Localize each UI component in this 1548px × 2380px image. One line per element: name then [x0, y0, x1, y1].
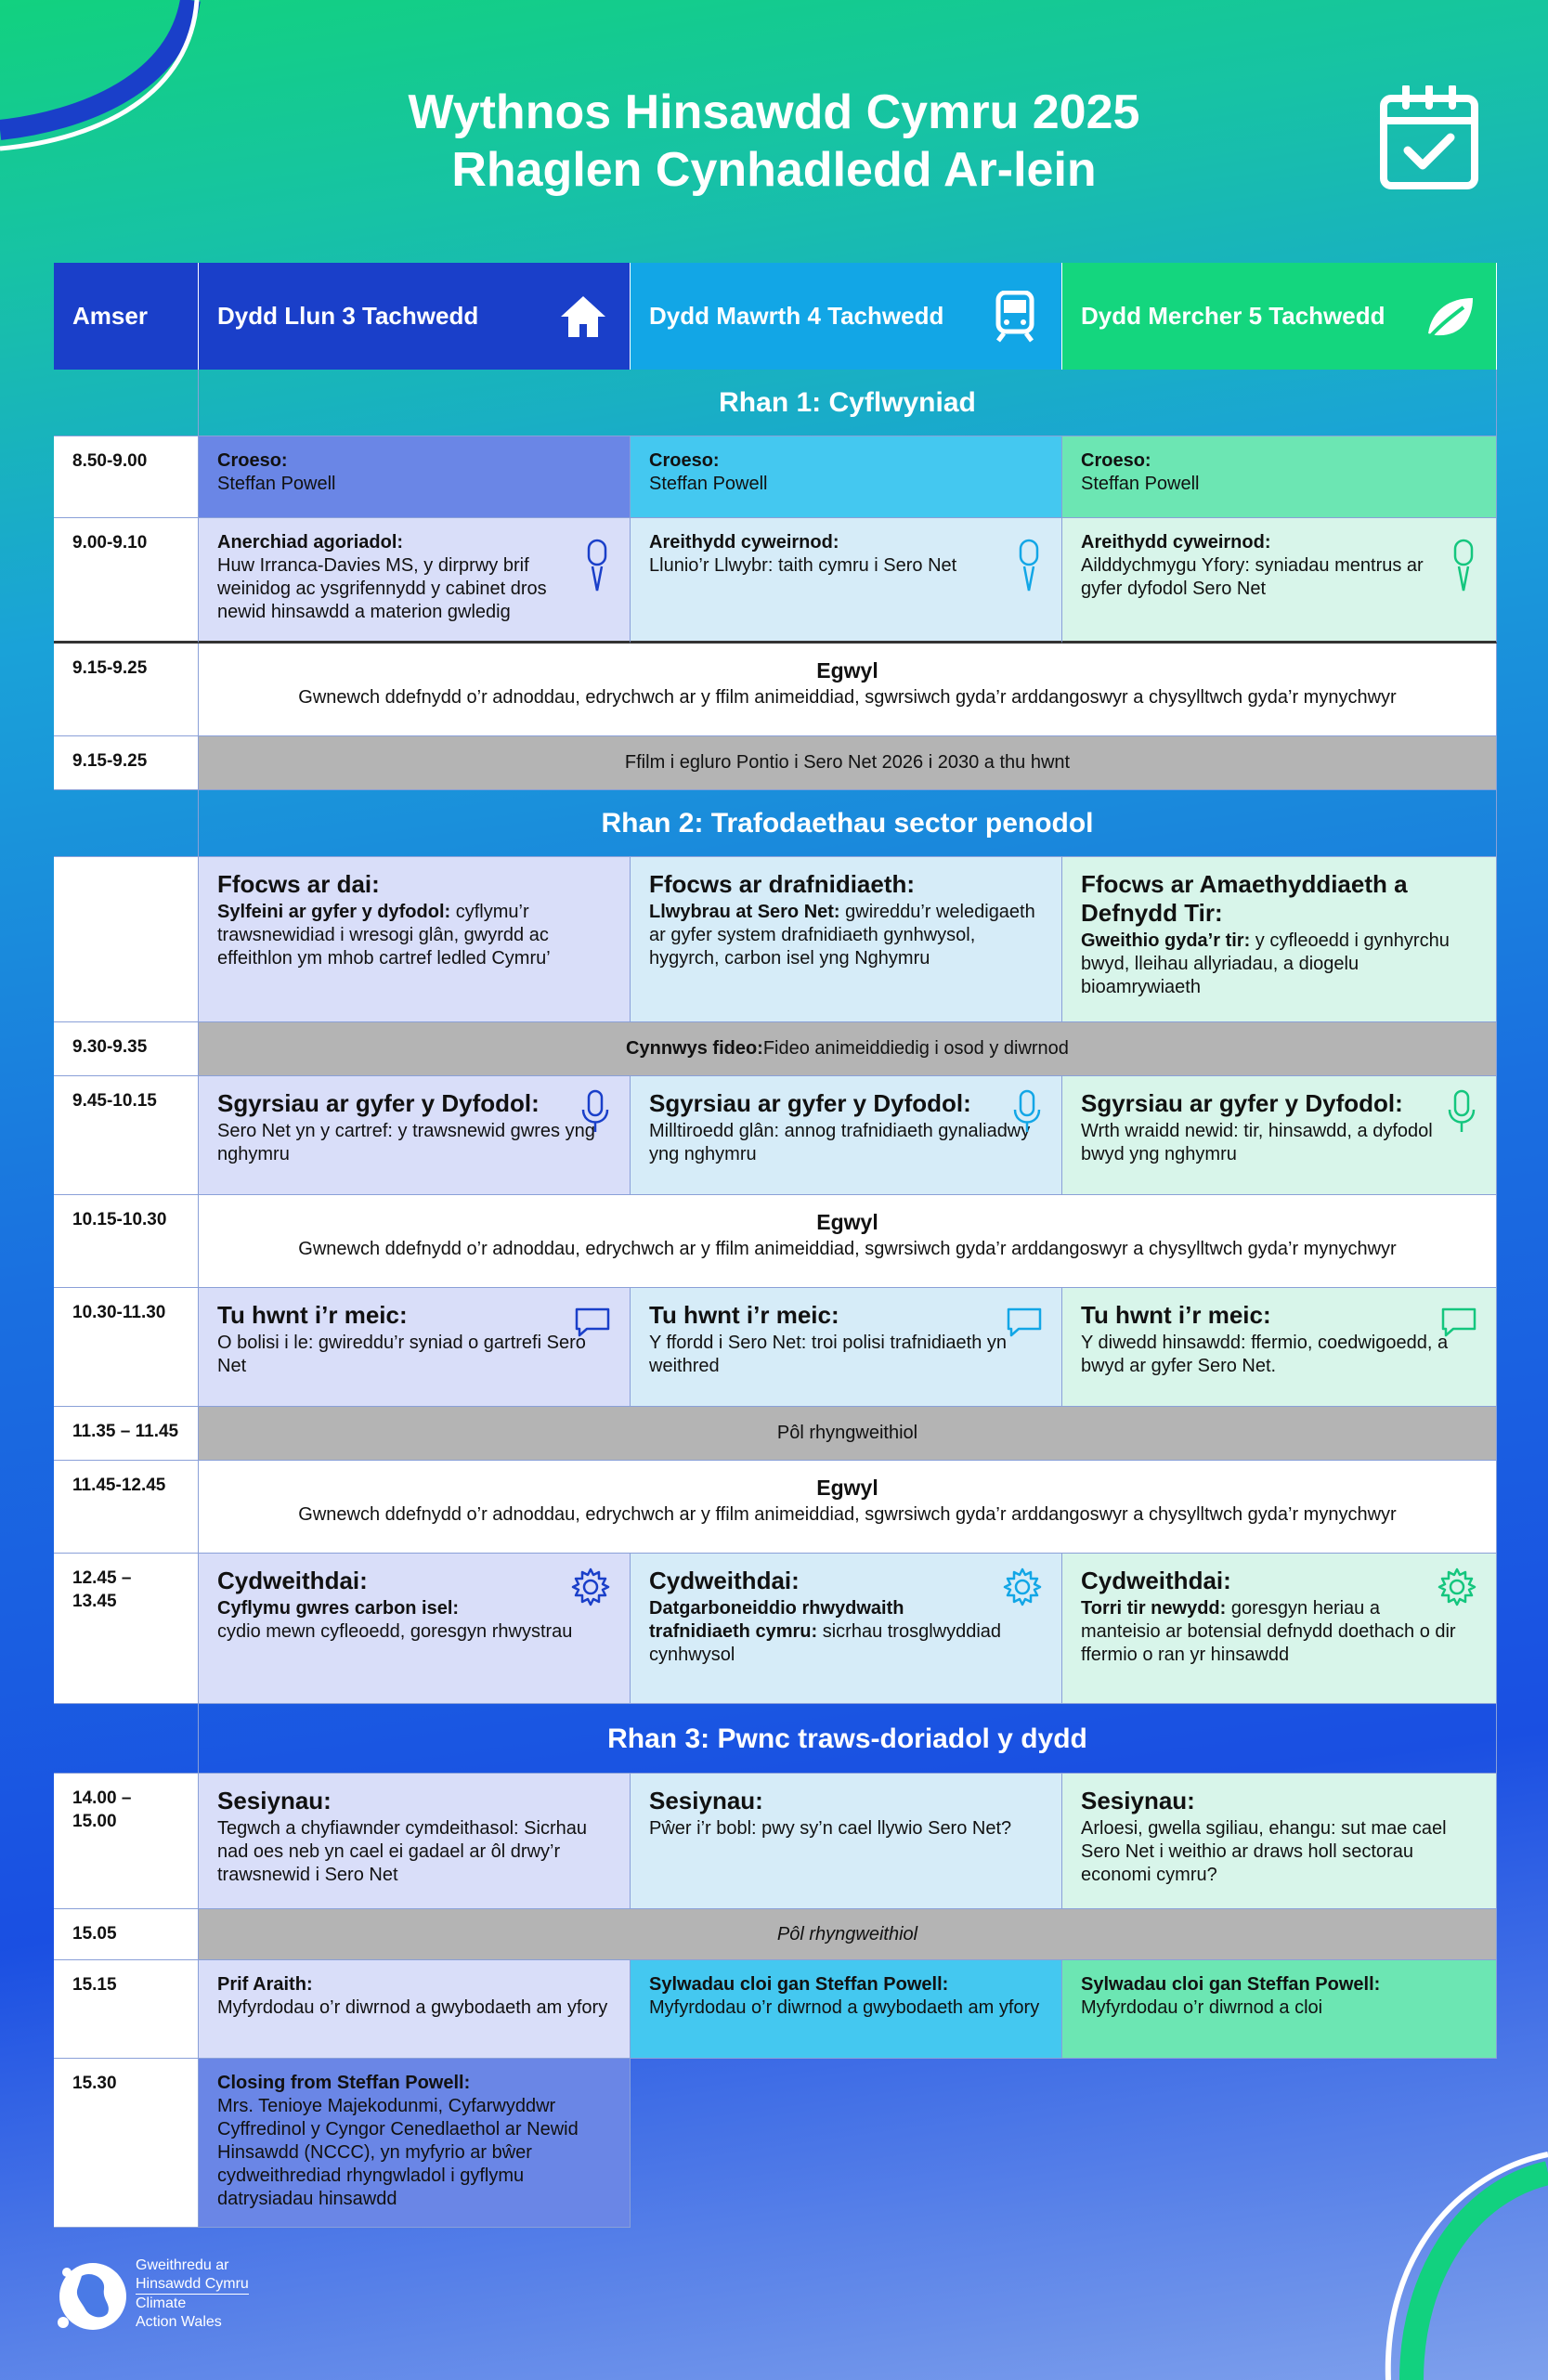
film-cell: Ffilm i egluro Pontio i Sero Net 2026 i 2030 a thu hwnt	[199, 736, 1497, 790]
closing-cell	[199, 1960, 631, 2059]
empty-cell	[1062, 2059, 1497, 2228]
talk-cell	[631, 1076, 1062, 1195]
home-icon	[557, 291, 609, 343]
time-cell: 15.15	[54, 1960, 199, 2059]
workshop-title: Cydweithdai:	[1081, 1567, 1231, 1594]
microphone-icon	[1446, 1089, 1477, 1136]
sessions-text: Pŵer i’r bobl: pwy sy’n cael llywio Sero Net?	[649, 1818, 1012, 1839]
talk-text: Wrth wraidd newid: tir, hinsawdd, a dyfodol bwyd yng nghymru	[1081, 1121, 1433, 1164]
session-text: Steffan Powell	[217, 474, 336, 494]
session-text: Steffan Powell	[649, 474, 768, 494]
section-title-2: Rhan 2: Trafodaethau sector penodol	[199, 790, 1497, 857]
gear-icon	[570, 1567, 611, 1607]
closing-label: Prif Araith:	[217, 1974, 313, 1995]
time-cell: 9.00-9.10	[54, 518, 199, 644]
talk-cell	[199, 1076, 631, 1195]
sessions-cell	[199, 1774, 631, 1909]
climate-action-wales-logo	[54, 2252, 132, 2341]
talk-title: Sgyrsiau ar gyfer y Dyfodol:	[1081, 1089, 1403, 1117]
time-cell: 12.45 – 13.45	[54, 1554, 199, 1704]
focus-text: y cyfleoedd i gynhyrchu bwyd, lleihau allyriadau, a diogelu bioamrywiaeth	[1081, 930, 1450, 997]
section-title-1: Rhan 1: Cyflwyniad	[199, 370, 1497, 436]
beyond-title: Tu hwnt i’r meic:	[1081, 1301, 1271, 1329]
header-time-label: Amser	[72, 302, 148, 330]
gear-icon	[1002, 1567, 1043, 1607]
break-cell	[199, 644, 1497, 736]
logo-text	[136, 2256, 249, 2332]
talk-text: Sero Net yn y cartref: y trawsnewid gwres yng nghymru	[217, 1121, 595, 1164]
workshop-title: Cydweithdai:	[217, 1567, 368, 1594]
focus-label: Sylfeini ar gyfer y dyfodol:	[217, 902, 451, 922]
time-cell: 9.15-9.25	[54, 644, 199, 736]
beyond-cell	[1062, 1288, 1497, 1407]
time-cell: 14.00 – 15.00	[54, 1774, 199, 1909]
focus-cell	[631, 857, 1062, 1022]
workshop-text: cydio mewn cyfleoedd, goresgyn rhwystrau	[217, 1621, 573, 1642]
sessions-title: Sesiynau:	[1081, 1787, 1195, 1814]
beyond-title: Tu hwnt i’r meic:	[217, 1301, 408, 1329]
header-time	[54, 263, 199, 370]
section-left-spacer	[54, 370, 199, 436]
closing-text: Myfyrdodau o’r diwrnod a gwybodaeth am yfory	[649, 1997, 1040, 2018]
focus-label: Llwybrau at Sero Net:	[649, 902, 840, 922]
sessions-cell	[1062, 1774, 1497, 1909]
final-closing-cell	[199, 2059, 631, 2228]
beyond-text: O bolisi i le: gwireddu’r syniad o gartrefi Sero Net	[217, 1333, 586, 1376]
video-text: Fideo animeiddiedig i osod y diwrnod	[762, 1038, 1069, 1059]
time-cell: 9.45-10.15	[54, 1076, 199, 1195]
microphone-icon	[1450, 539, 1477, 594]
poll-cell: Pôl rhyngweithiol	[199, 1407, 1497, 1461]
workshop-text: goresgyn heriau a manteisio ar botensial defnydd doethach o dir ffermio o ran yr hinsawdd	[1081, 1598, 1456, 1665]
closing-text: Myfyrdodau o’r diwrnod a gwybodaeth am yfory	[217, 1997, 608, 2018]
break-cell	[199, 1461, 1497, 1554]
header-day3-label: Dydd Mercher 5 Tachwedd	[1081, 302, 1385, 330]
talk-cell	[1062, 1076, 1497, 1195]
workshop-label: Torri tir newydd:	[1081, 1598, 1227, 1619]
session-label: Areithydd cyweirnod:	[649, 532, 839, 553]
section-title-3: Rhan 3: Pwnc traws-doriadol y dydd	[199, 1704, 1497, 1774]
video-label: Cynnwys fideo:	[626, 1038, 763, 1059]
session-label: Anerchiad agoriadol:	[217, 532, 404, 553]
sessions-title: Sesiynau:	[649, 1787, 763, 1814]
sessions-text: Tegwch a chyfiawnder cymdeithasol: Sicrhau nad oes neb yn cael ei gadael ar ôl drwy’r trawsnewid i Sero Net	[217, 1818, 587, 1885]
closing-text: Mrs. Tenioye Majekodunmi, Cyfarwyddwr Cyffredinol y Cyngor Cenedlaethol ar Newid Hinsawdd (NCCC), yn myfyrio ar bŵer cydweithrediad rhyngwladol i gyflymu datrysiadau hinsawdd	[217, 2096, 579, 2209]
title-line-2: Rhaglen Cynhadledd Ar-lein	[451, 143, 1097, 197]
closing-cell	[631, 1960, 1062, 2059]
time-cell-empty	[54, 857, 199, 1022]
chat-bubble-icon	[1006, 1307, 1043, 1338]
microphone-icon	[583, 539, 611, 594]
closing-label: Sylwadau cloi gan Steffan Powell:	[649, 1974, 949, 1995]
sessions-cell	[631, 1774, 1062, 1909]
section-left-spacer	[54, 1704, 199, 1774]
beyond-title: Tu hwnt i’r meic:	[649, 1301, 839, 1329]
session-cell	[199, 436, 631, 518]
time-cell: 10.30-11.30	[54, 1288, 199, 1407]
time-cell: 11.35 – 11.45	[54, 1407, 199, 1461]
session-label: Croeso:	[649, 450, 720, 471]
focus-cell	[199, 857, 631, 1022]
microphone-icon	[579, 1089, 611, 1136]
focus-text: gwireddu’r weledigaeth ar gyfer system drafnidiaeth gynhwysol, hygyrch, carbon isel yng Nghymru	[649, 902, 1035, 969]
session-label: Croeso:	[1081, 450, 1151, 471]
talk-title: Sgyrsiau ar gyfer y Dyfodol:	[649, 1089, 971, 1117]
video-cell	[199, 1022, 1497, 1076]
time-cell: 9.15-9.25	[54, 736, 199, 790]
session-cell	[199, 518, 631, 644]
session-cell	[1062, 518, 1497, 644]
session-text: Ailddychmygu Yfory: syniadau mentrus ar gyfer dyfodol Sero Net	[1081, 555, 1424, 599]
workshop-label: Cyflymu gwres carbon isel:	[217, 1598, 460, 1619]
talk-title: Sgyrsiau ar gyfer y Dyfodol:	[217, 1089, 540, 1117]
calendar-check-icon	[1380, 85, 1478, 189]
break-desc: Gwnewch ddefnydd o’r adnoddau, edrychwch ar y ffilm animeiddiad, sgwrsiwch gyda’r arddangoswyr a chysylltwch gyda’r mynychwyr	[298, 1239, 1397, 1259]
break-title: Egwyl	[816, 658, 878, 683]
focus-title: Ffocws ar dai:	[217, 870, 380, 898]
chat-bubble-icon	[574, 1307, 611, 1338]
focus-title: Ffocws ar drafnidiaeth:	[649, 870, 916, 898]
focus-title: Ffocws ar Amaethyddiaeth a Defnydd Tir:	[1081, 870, 1408, 927]
workshop-label: Datgarboneiddio rhwydwaith trafnidiaeth cymru:	[649, 1598, 904, 1642]
header-day2-label: Dydd Mawrth 4 Tachwedd	[649, 302, 944, 330]
beyond-text: Y diwedd hinsawdd: ffermio, coedwigoedd, a bwyd ar gyfer Sero Net.	[1081, 1333, 1449, 1376]
talk-text: Milltiroedd glân: annog trafnidiaeth gynaliadwy yng nghymru	[649, 1121, 1031, 1164]
chat-bubble-icon	[1440, 1307, 1477, 1338]
break-title: Egwyl	[816, 1476, 878, 1500]
title-line-1: Wythnos Hinsawdd Cymru 2025	[408, 85, 1140, 139]
time-cell: 11.45-12.45	[54, 1461, 199, 1554]
microphone-icon	[1011, 1089, 1043, 1136]
closing-label: Closing from Steffan Powell:	[217, 2073, 471, 2093]
time-cell: 15.30	[54, 2059, 199, 2228]
time-cell: 8.50-9.00	[54, 436, 199, 518]
break-desc: Gwnewch ddefnydd o’r adnoddau, edrychwch ar y ffilm animeiddiad, sgwrsiwch gyda’r arddangoswyr a chysylltwch gyda’r mynychwyr	[298, 1504, 1397, 1525]
break-desc: Gwnewch ddefnydd o’r adnoddau, edrychwch ar y ffilm animeiddiad, sgwrsiwch gyda’r arddangoswyr a chysylltwch gyda’r mynychwyr	[298, 687, 1397, 708]
beyond-cell	[199, 1288, 631, 1407]
beyond-text: Y ffordd i Sero Net: troi polisi trafnidiaeth yn weithred	[649, 1333, 1008, 1376]
workshop-cell	[631, 1554, 1062, 1704]
closing-text: Myfyrdodau o’r diwrnod a cloi	[1081, 1997, 1323, 2018]
sessions-text: Arloesi, gwella sgiliau, ehangu: sut mae cael Sero Net i weithio ar draws holl sectorau economi cymru?	[1081, 1818, 1447, 1885]
focus-text: cyflymu’r trawsnewidiad i wresogi glân, gwyrdd ac effeithlon ym mhob cartref ledled Cymru’	[217, 902, 551, 969]
session-label: Croeso:	[217, 450, 288, 471]
poll-cell: Pôl rhyngweithiol	[199, 1909, 1497, 1960]
closing-cell	[1062, 1960, 1497, 2059]
workshop-cell	[199, 1554, 631, 1704]
section-left-spacer	[54, 790, 199, 857]
header-day2	[631, 263, 1062, 370]
session-text: Llunio’r Llwybr: taith cymru i Sero Net	[649, 555, 957, 576]
empty-cell	[631, 2059, 1062, 2228]
closing-label: Sylwadau cloi gan Steffan Powell:	[1081, 1974, 1381, 1995]
logo-line: Climate	[136, 2295, 187, 2311]
logo-line: Hinsawdd Cymru	[136, 2275, 249, 2295]
time-cell: 15.05	[54, 1909, 199, 1960]
break-title: Egwyl	[816, 1210, 878, 1234]
workshop-title: Cydweithdai:	[649, 1567, 800, 1594]
schedule-table	[54, 263, 1497, 2228]
page-title	[0, 84, 1548, 199]
session-cell	[631, 518, 1062, 644]
focus-cell	[1062, 857, 1497, 1022]
session-text: Huw Irranca-Davies MS, y dirprwy brif weinidog ac ysgrifennydd y cabinet dros newid hinsawdd a materion gwledig	[217, 555, 547, 622]
session-cell	[1062, 436, 1497, 518]
microphone-icon	[1015, 539, 1043, 594]
session-cell	[631, 436, 1062, 518]
sessions-title: Sesiynau:	[217, 1787, 332, 1814]
logo-line: Action Wales	[136, 2314, 222, 2330]
break-cell	[199, 1195, 1497, 1288]
header-day3	[1062, 263, 1497, 370]
workshop-cell	[1062, 1554, 1497, 1704]
session-text: Steffan Powell	[1081, 474, 1200, 494]
workshop-text: sicrhau trosglwyddiad cynhwysol	[649, 1621, 1002, 1665]
focus-label: Gweithio gyda’r tir:	[1081, 930, 1251, 951]
leaf-icon	[1416, 291, 1481, 343]
header-day1-label: Dydd Llun 3 Tachwedd	[217, 302, 479, 330]
time-cell: 9.30-9.35	[54, 1022, 199, 1076]
gear-icon	[1437, 1567, 1477, 1607]
header-day1	[199, 263, 631, 370]
train-icon	[989, 291, 1041, 343]
beyond-cell	[631, 1288, 1062, 1407]
logo-line: Gweithredu ar	[136, 2257, 229, 2273]
session-label: Areithydd cyweirnod:	[1081, 532, 1271, 553]
time-cell: 10.15-10.30	[54, 1195, 199, 1288]
